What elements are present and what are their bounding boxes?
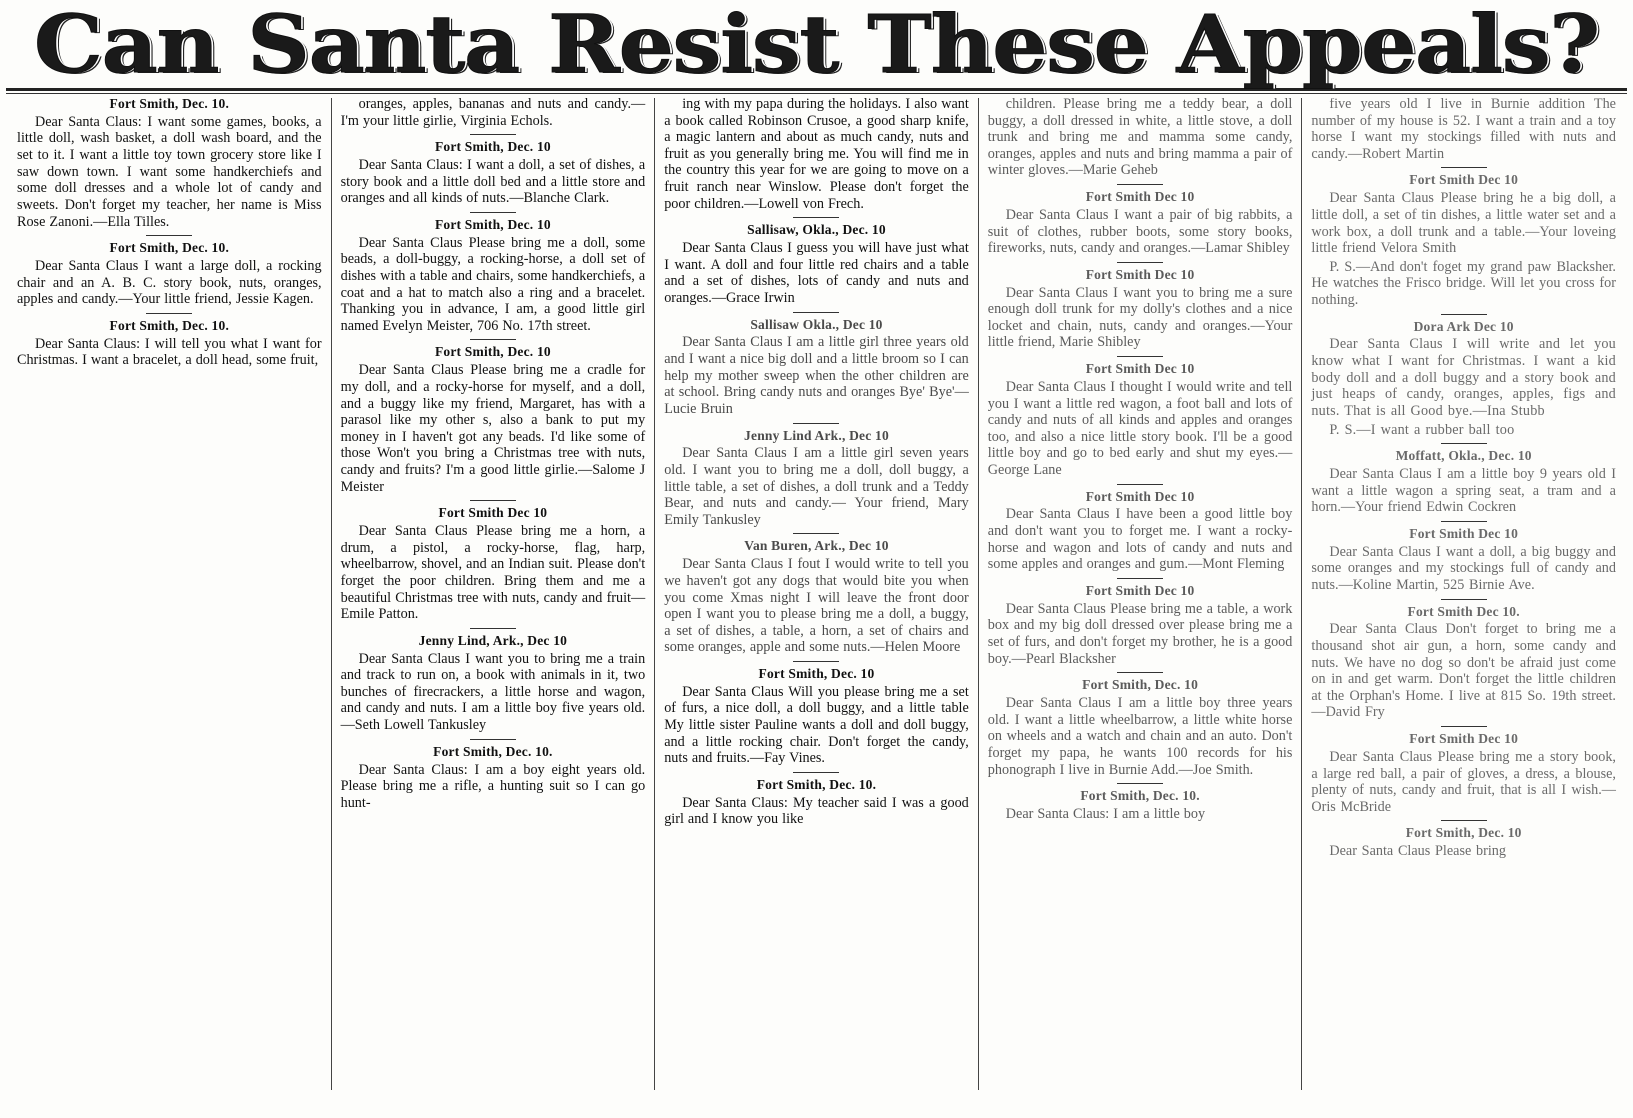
letter-body: Dear Santa Claus Please bring me a cradle for my doll, and a rocky-horse for myself, and a doll, and a buggy like my friend, Margaret, has with a parasol like my other s, also a bank to put my money in I haven't got any beads. I'd like some of those Won't you bring a Christmas tree with nuts, candy and fruits? I'm a good little girlie.—Salome J Meister (340, 362, 646, 495)
letter (1311, 825, 1616, 859)
letter-separator (1441, 820, 1487, 821)
letter-separator (793, 772, 839, 773)
letter-body: Dear Santa Claus I have been a good little boy and don't want you to forget me. I want a rocky-horse and wagon and lots of candy and nuts and some apples and oranges and gum.—Mont Fleming (987, 506, 1293, 573)
letter (988, 583, 1293, 667)
letter-dateline: Fort Smith Dec 10 (1409, 172, 1519, 188)
letter-body: Dear Santa Claus: I am a boy eight years old. Please bring me a rifle, a hunting suit so I can go hunt- (340, 761, 646, 811)
letter-body: ing with my papa during the holidays. I also want a book called Robinson Crusoe, a good sharp knife, a magic lantern and about as much candy, nuts and fruit as you generally bring me. You will find me in the country this year for we are going to move on a fruit ranch near Winslow. Please don't forget the poor children.—Lowell von Frech. (664, 98, 969, 212)
letter-separator (1441, 599, 1487, 600)
letter-dateline: Fort Smith, Dec. 10. (109, 98, 230, 111)
letter-body: Dear Santa Claus I guess you will have just what I want. A doll and four little red chairs and a table and a set of dishes, lots of candy and nuts and oranges.—Grace Irwin (664, 240, 969, 306)
letter-dateline: Fort Smith, Dec. 10. (756, 776, 877, 792)
letter-body: Dear Santa Claus Will you please bring me a set of furs, a nice doll, a doll buggy, and a little table My little sister Pauline wants a doll and doll buggy, and a little rocking chair. Don't forget the candy, nuts and fruits.—Fay Vines. (664, 683, 969, 767)
letter-separator (470, 339, 516, 340)
headline-rule-thin (6, 93, 1627, 94)
letter-separator (793, 423, 839, 424)
letter-body: P. S.—And don't foget my grand paw Blacksher. He watches the Frisco bridge. Will let you cross for nothing. (1311, 258, 1616, 308)
letter-body: Dear Santa Claus I am a little boy three years old. I want a little wheelbarrow, a little white horse on wheels and a watch and chain and an auto. Don't forget my papa, he wants 100 records for his phonograph I live in Burnie Add.—Joe Smith. (987, 695, 1293, 778)
letter (988, 788, 1293, 822)
column-4 (978, 98, 1302, 1090)
letter-body: Dear Santa Claus: My teacher said I was a good girl and I know you like (664, 794, 969, 828)
letter-body: Dear Santa Claus I want a pair of big rabbits, a suit of clothes, rubber boots, some story books, fireworks, nuts, candy and oranges.—Lamar Shibley (987, 206, 1293, 257)
letter-separator (1117, 672, 1163, 673)
letter (1311, 319, 1616, 420)
letter-dateline: Fort Smith, Dec. 10 (1082, 677, 1199, 693)
letter (664, 538, 969, 656)
letter (341, 744, 646, 812)
letter-body: Dear Santa Claus I want you to bring me a train and track to run on, a book with animals in it, two bunches of firecrackers, a little horse and wagon, and candy and nuts. I am a little boy five years old.—Seth Lowell Tankusley (340, 650, 646, 734)
letter-separator (470, 500, 516, 501)
letter-dateline: Fort Smith Dec 10 (1085, 361, 1195, 377)
letter-body: oranges, apples, bananas and nuts and candy.—I'm your little girlie, Virginia Echols. (340, 98, 646, 129)
letter-dateline: Dora Ark Dec 10 (1413, 318, 1514, 334)
letter-separator (146, 313, 192, 314)
letter-dateline: Fort Smith Dec 10 (1085, 582, 1195, 598)
letter-separator (1117, 578, 1163, 579)
letter-body: Dear Santa Claus Please bring me a doll, some beads, a doll-buggy, a rocking-horse, a doll set of dishes with a table and chairs, some handkerchiefs, a coat and a hat to match also a ring and a bracelet. Thanking you in advance, I am, a good little girl named Evelyn Meister, 706 No. 17th street. (340, 234, 646, 334)
letter-body: Dear Santa Claus I will write and let you know what I want for Christmas. I want a kid body doll and a doll buggy and a story book and just heaps of candy, oranges, apples, figs and nuts. That is all Good bye.—Ina Stubb (1311, 336, 1616, 419)
letter-body: five years old I live in Burnie addition The number of my house is 52. I want a train and a toy horse I want my stockings filled with nuts and candy.—Robert Martin (1311, 98, 1616, 162)
page-headline: Can Santa Resist These Appeals? (34, 0, 1599, 91)
letter-dateline: Fort Smith Dec 10 (1409, 731, 1519, 747)
letter (1311, 448, 1616, 516)
column-1 (8, 98, 331, 1090)
letter-postscript (1311, 422, 1616, 439)
letter-body: Dear Santa Claus Please bring (1329, 843, 1506, 860)
article-columns (0, 98, 1633, 1090)
letter-body: Dear Santa Claus Please bring me a story book, a large red ball, a pair of gloves, a dress, a blouse, plenty of nuts, candy and fruit, that is all I wish.—Oris McBride (1311, 748, 1616, 815)
letter (341, 139, 646, 207)
letter-dateline: Fort Smith Dec 10 (1085, 189, 1195, 205)
letter-body: Dear Santa Claus Please bring me a table, a work box and my big doll dressed over please bring me a set of furs, and don't forget my brother, he is a good boy.—Pearl Blacksher (987, 600, 1293, 667)
letter-separator (1441, 521, 1487, 522)
letter (1311, 526, 1616, 594)
letter-separator (1117, 783, 1163, 784)
letter-body: Dear Santa Claus Please bring he a big doll, a little doll, a set of tin dishes, a little water set and a work box, a doll trunk and a table.—Your loveing little friend Velora Smith (1311, 190, 1616, 257)
letter-separator (1441, 443, 1487, 444)
letter-body: Dear Santa Claus Don't forget to bring me a thousand shot air gun, a horn, some candy and nuts. We have no dog so don't be afraid just come on in and get warm. Don't forget the little children at the Orphan's Home. I live at 815 So. 19th street.—David Fry (1311, 621, 1616, 721)
letter (1311, 98, 1616, 162)
letter-separator (1117, 484, 1163, 485)
letter-body: Dear Santa Claus I fout I would write to tell you we haven't got any dogs that would bite you when you come Xmas night I will leave the front door open I want you to please bring me a doll, a buggy, a set of dishes, a table, a horn, a set of chairs and some oranges, apple and some nuts.—Helen Moore (664, 556, 969, 656)
letter (341, 98, 646, 129)
column-3 (654, 98, 978, 1090)
letter-body: Dear Santa Claus I am a little girl seven years old. I want you to bring me a doll, doll buggy, a little table, a set of dishes, a doll trunk and a Teddy Bear, and nuts and candy.— Your friend, Mary Emily Tankusley (664, 445, 969, 528)
letter-separator (1117, 262, 1163, 263)
letter (988, 267, 1293, 351)
letter (988, 98, 1293, 179)
letter-body: Dear Santa Claus I want you to bring me a sure enough doll trunk for my dolly's clothes and a nice locket and chain, nuts, candy and oranges.—Your little friend, Marie Shibley (987, 284, 1293, 351)
letter-dateline: Fort Smith Dec 10 (1409, 525, 1519, 541)
letter-body: Dear Santa Claus: I want some games, books, a little doll, wash basket, a doll wash board, and the set to it. I want a little toy town grocery store like I saw down town. I want some handkerchiefs and some doll dresses and a whole lot of candy and sweets. Don't forget my teacher, her name is Miss Rose Zanoni.—Ella Tilles. (17, 113, 322, 230)
letter-body: Dear Santa Claus: I want a doll, a set of dishes, a story book and a little doll bed and a little store and oranges and all kinds of nuts.—Blanche Clark. (340, 157, 646, 207)
letter (664, 222, 969, 306)
letter-postscript (1311, 259, 1616, 309)
letter-body: Dear Santa Claus Please bring me a horn, a drum, a pistol, a rocky-horse, flag, harp, wheelbarrow, shovel, and an Indian suit. Please don't forget the poor children. Bring them and me a beautiful Christmas tree with nuts, candy and fruit— Emile Patton. (340, 523, 646, 623)
letter-dateline: Fort Smith, Dec. 10. (109, 317, 230, 333)
letter-separator (1117, 356, 1163, 357)
letter-dateline: Fort Smith, Dec. 10 (758, 665, 875, 681)
letter-dateline: Fort Smith Dec 10 (1085, 266, 1195, 282)
letter-dateline: Fort Smith Dec 10 (1085, 488, 1195, 504)
letter-separator (470, 739, 516, 740)
letter (341, 633, 646, 734)
letter (17, 318, 322, 369)
letter-separator (470, 212, 516, 213)
letter-separator (470, 628, 516, 629)
letter-separator (793, 661, 839, 662)
letter-separator (1441, 726, 1487, 727)
letter-body: Dear Santa Claus I want a doll, a big buggy and some oranges and my stockings full of candy and nuts.—Koline Martin, 525 Birnie Ave. (1311, 543, 1616, 593)
letter-dateline: Fort Smith, Dec. 10. (1080, 788, 1200, 804)
letter-dateline: Fort Smith, Dec. 10 (434, 344, 551, 360)
letter-separator (470, 134, 516, 135)
column-2 (331, 98, 655, 1090)
letter (341, 505, 646, 623)
letter (1311, 604, 1616, 722)
letter-body: Dear Santa Claus I am a little boy 9 years old I want a little wagon a spring seat, a tram and a horn.—Your friend Edwin Cockren (1311, 465, 1616, 516)
letter-body: Dear Santa Claus I am a little girl three years old and I want a nice big doll and a little broom so I can help my mother sweep when the other children are at school. Bring candy nuts and oranges Bye' Bye'—Lucie Bruin (664, 334, 969, 417)
letter-dateline: Sallisaw, Okla., Dec. 10 (747, 222, 886, 238)
letter-separator (793, 533, 839, 534)
letter (17, 240, 322, 308)
letter-separator (1441, 314, 1487, 315)
letter (341, 217, 646, 335)
letter (988, 489, 1293, 573)
letter-body: children. Please bring me a teddy bear, a doll buggy, a doll dressed in white, a little stove, a doll trunk and bring me and mamma some candy, oranges, apples and nuts and bring mamma a pair of winter gloves.—Marie Geheb (987, 98, 1293, 179)
letter-separator (793, 217, 839, 218)
letter-separator (1441, 167, 1487, 168)
letter (1311, 172, 1616, 256)
letter-dateline: Sallisaw Okla., Dec 10 (750, 316, 883, 332)
letter-dateline: Fort Smith, Dec. 10 (1405, 825, 1522, 841)
column-5 (1301, 98, 1625, 1090)
letter-body: P. S.—I want a rubber ball too (1329, 421, 1515, 438)
letter (664, 777, 969, 828)
letter-dateline: Fort Smith, Dec. 10 (434, 216, 551, 232)
letter (664, 428, 969, 529)
letter-separator (793, 312, 839, 313)
letter (1311, 731, 1616, 815)
letter-body: Dear Santa Claus I want a large doll, a rocking chair and an A. B. C. story book, nuts, oranges, apples and candy.—Your little friend, Jessie Kagen. (17, 258, 322, 308)
letter (17, 98, 322, 230)
letter (664, 98, 969, 212)
letter (664, 666, 969, 767)
letter-body: Dear Santa Claus: I will tell you what I want for Christmas. I want a bracelet, a doll head, some fruit, (17, 335, 322, 369)
letter-dateline: Fort Smith, Dec. 10. (433, 743, 553, 759)
letter-dateline: Jenny Lind, Ark., Dec 10 (418, 632, 568, 648)
letter-dateline: Van Buren, Ark., Dec 10 (744, 538, 889, 554)
letter-separator (1117, 184, 1163, 185)
letter-separator (146, 235, 192, 236)
letter-dateline: Moffatt, Okla., Dec. 10 (1395, 448, 1532, 464)
letter-dateline: Fort Smith Dec 10 (438, 505, 548, 521)
letter-body: Dear Santa Claus: I am a little boy (1005, 806, 1206, 823)
letter-dateline: Fort Smith Dec 10. (1407, 603, 1520, 619)
letter (988, 677, 1293, 778)
letter-body: Dear Santa Claus I thought I would write and tell you I want a little red wagon, a foot ball and lots of candy and nuts of all kinds and apples and oranges too, and also a nice little story book. I'll be a good little boy and go to bed early and shut my eyes.—George Lane (987, 378, 1293, 478)
letter-dateline: Jenny Lind Ark., Dec 10 (744, 427, 889, 443)
letter (988, 361, 1293, 479)
letter-dateline: Fort Smith, Dec. 10 (434, 139, 551, 155)
letter (664, 317, 969, 418)
letter-dateline: Fort Smith, Dec. 10. (109, 240, 230, 256)
letter (341, 344, 646, 495)
letter (988, 189, 1293, 257)
